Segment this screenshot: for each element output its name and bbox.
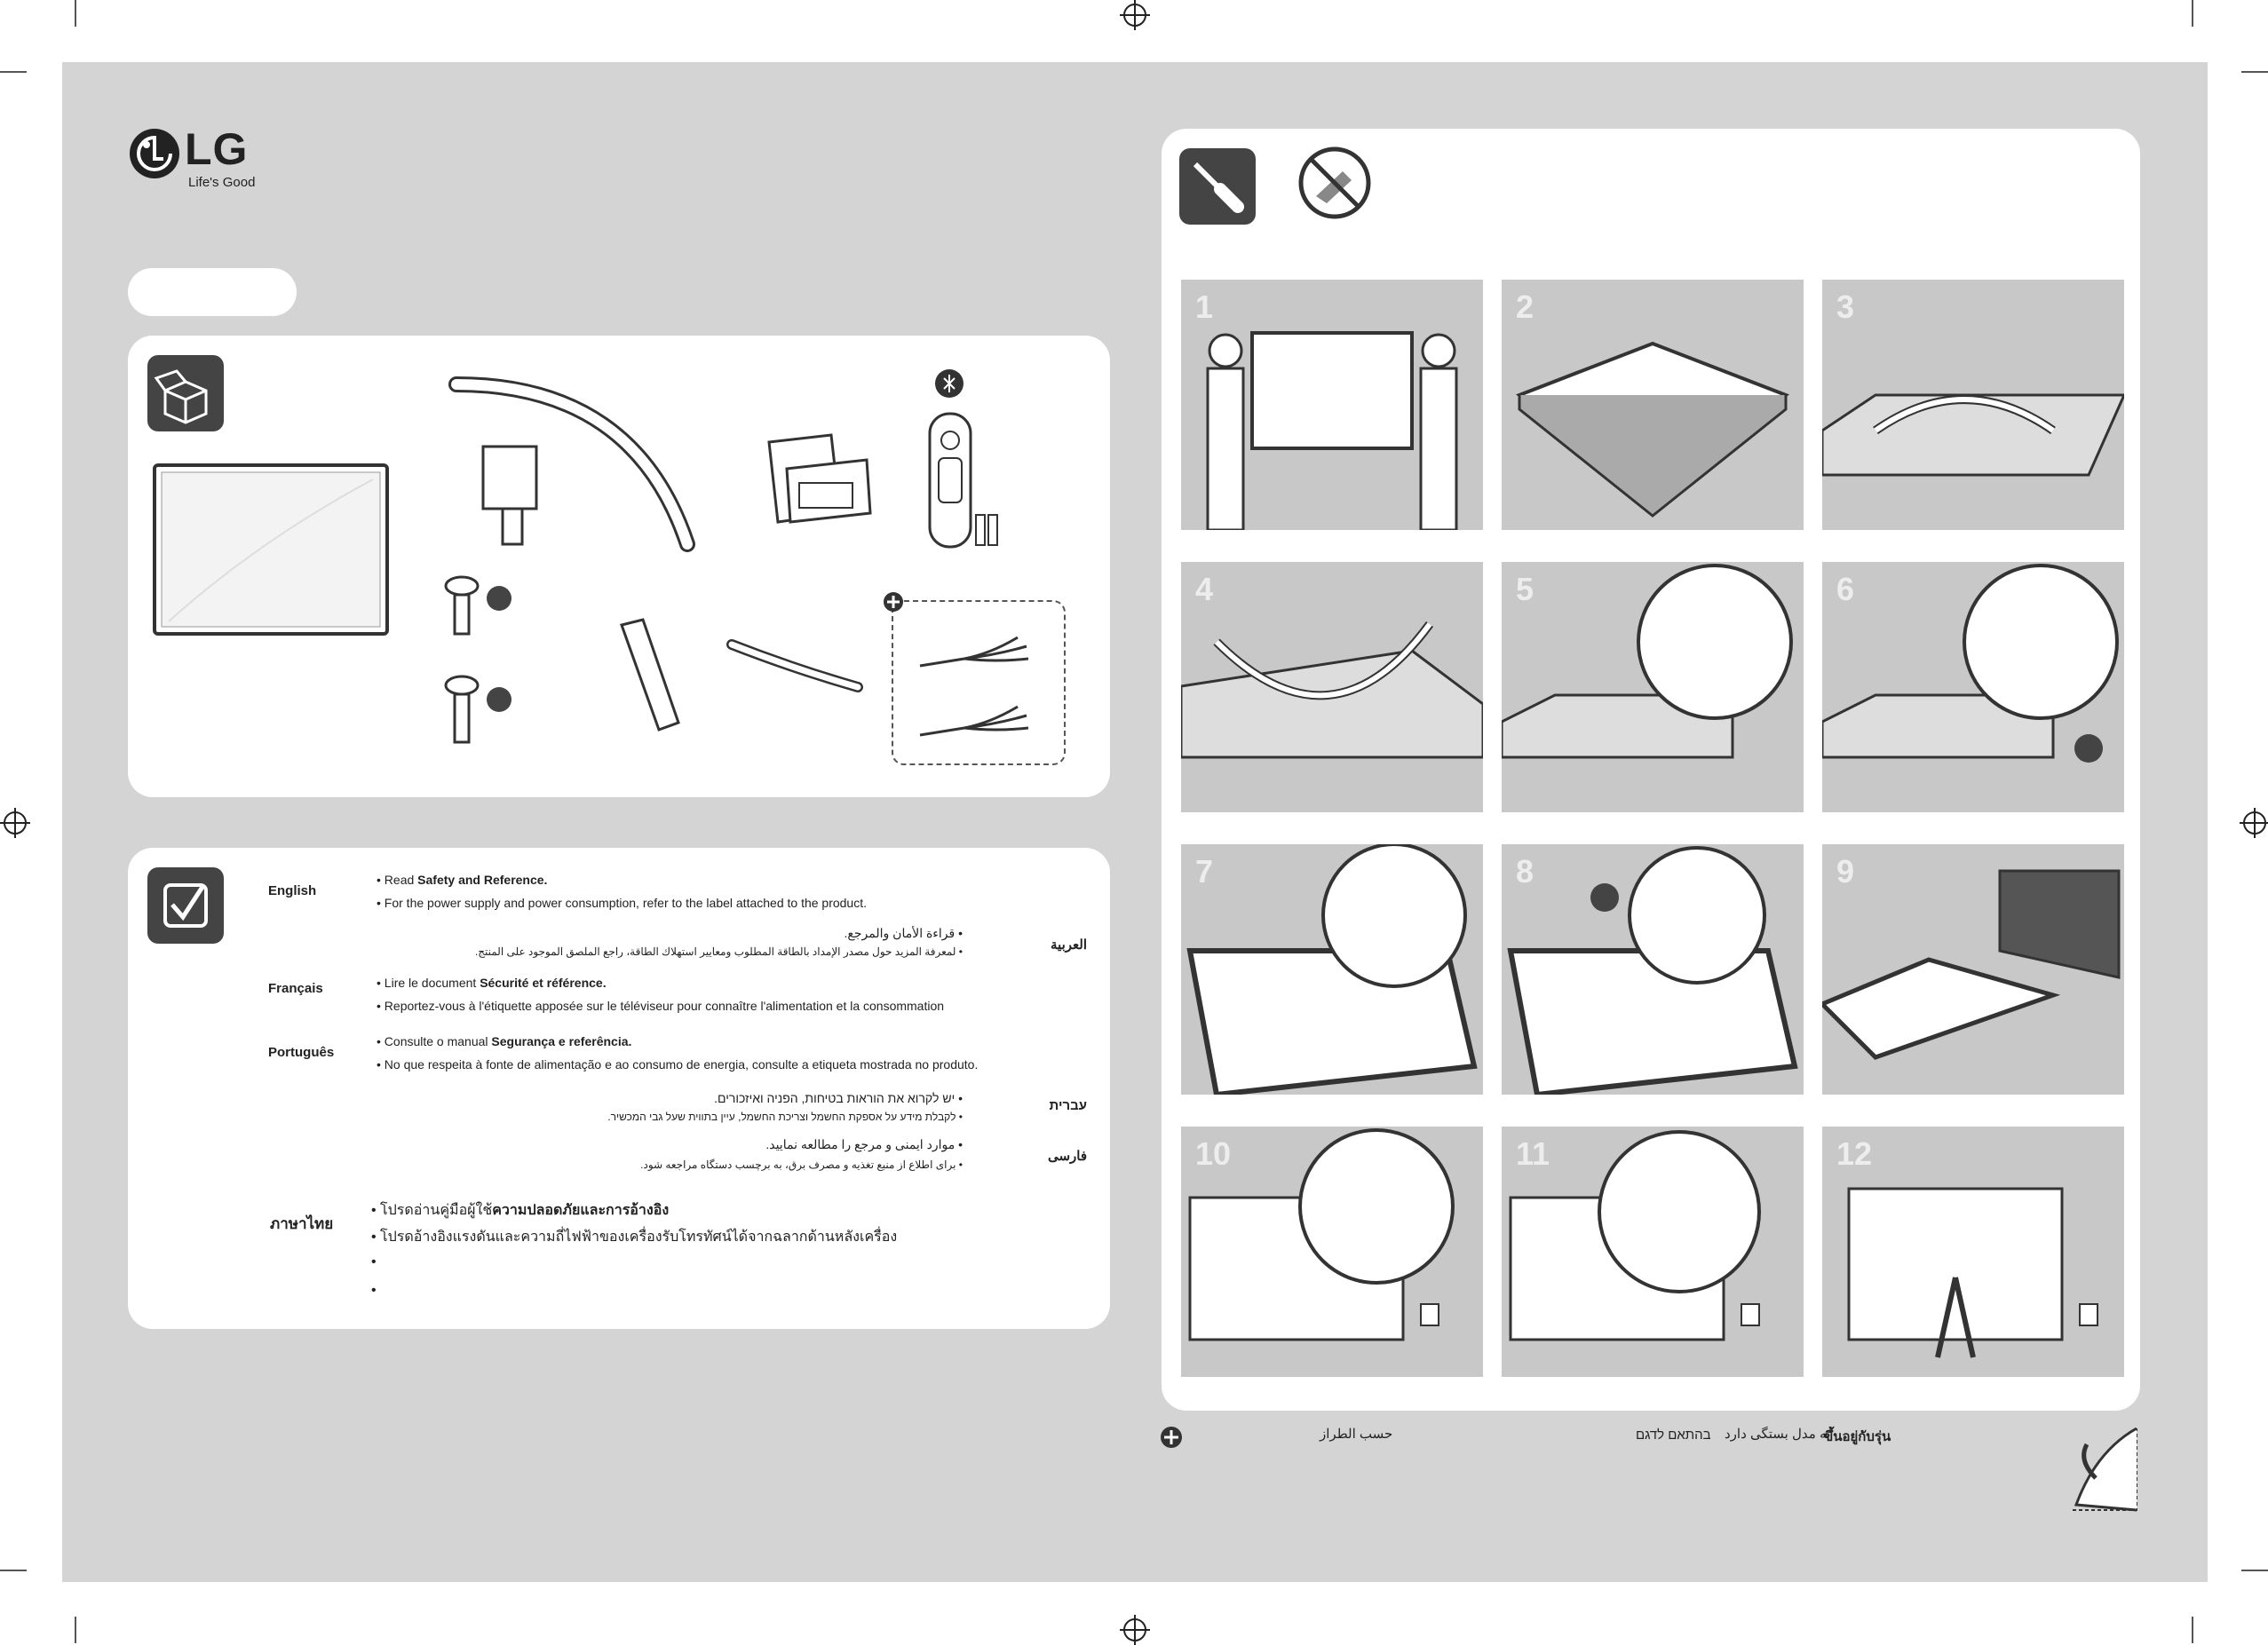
cable-tie-illustration: [725, 634, 867, 705]
optional-cables-box: [892, 600, 1066, 765]
box-icon: [147, 355, 224, 431]
step-12: 12: [1822, 1127, 2124, 1377]
step-5: 5: [1502, 562, 1804, 812]
requirements-panel: [128, 848, 1110, 1329]
manuals-illustration: [760, 433, 876, 531]
crop-mark: [0, 71, 27, 73]
plus-icon: [883, 591, 904, 613]
brand-name: LG: [185, 124, 249, 174]
step-1: 1: [1181, 280, 1483, 530]
lang-label-portuguese: Português: [268, 1045, 335, 1060]
plus-icon: [1160, 1426, 1183, 1449]
lang-label-thai: ภาษาไทย: [270, 1215, 334, 1232]
checklist-icon: [147, 867, 224, 944]
lang-label-arabic: العربية: [1051, 937, 1087, 953]
screwdriver-icon: [1179, 148, 1256, 225]
lg-face-icon: [128, 127, 181, 180]
crop-mark: [75, 0, 76, 27]
req-farsi-line-2: • برای اطلاع از منبع تغذیه و مصرف برق، به برچسب دستگاه مراجعه شود.: [640, 1159, 963, 1171]
brand-tagline: Life's Good: [188, 175, 256, 190]
step-9: 9: [1822, 844, 2124, 1095]
tv-illustration: [151, 462, 391, 639]
lang-label-french: Français: [268, 981, 323, 996]
lang-label-hebrew: עברית: [1049, 1098, 1087, 1113]
req-thai-line-4: •: [371, 1283, 377, 1298]
registration-mark: [1123, 1618, 1146, 1641]
note-hebrew: בהתאם לדגם: [1636, 1428, 1711, 1443]
registration-mark: [1123, 4, 1146, 27]
crop-mark: [2192, 1617, 2193, 1643]
registration-mark: [4, 811, 27, 834]
step-11: 11: [1502, 1127, 1804, 1377]
crop-mark: [2241, 71, 2268, 73]
req-thai-line-1: • โปรดอ่านคู่มือผู้ใช้ความปลอดภัยและการอ้างอิง: [371, 1203, 670, 1218]
step-3: 3: [1822, 280, 2124, 530]
step-10: 10: [1181, 1127, 1483, 1377]
req-portuguese-line-2: • No que respeita à fonte de alimentação e ao consumo de energia, consulte a etiqueta mostrada no produto.: [377, 1057, 979, 1072]
crop-mark: [0, 1570, 27, 1571]
req-thai-line-2: • โปรดอ้างอิงแรงดันและความถี่ไฟฟ้าของเครื่องรับโทรทัศน์ได้จากฉลากด้านหลังเครื่อง: [371, 1230, 898, 1245]
screw-a-illustration: [439, 575, 527, 637]
assembly-panel: [1162, 129, 2140, 1411]
no-power-tool-icon: [1297, 145, 1373, 221]
cable-holder-illustration: [616, 618, 687, 733]
note-thai: ขึ้นอยู่กับรุ่น: [1824, 1429, 1891, 1444]
lg-logo: [128, 124, 256, 190]
lang-label-english: English: [268, 883, 317, 898]
req-french-line-1: • Lire le document Sécurité et référence.: [377, 976, 607, 990]
step-6: 6: [1822, 562, 2124, 812]
page-turn-icon: [2069, 1425, 2140, 1514]
req-portuguese-line-1: • Consulte o manual Segurança e referência.: [377, 1034, 632, 1048]
screw-b-illustration: [439, 675, 527, 746]
stand-illustration: [448, 376, 714, 553]
model-label-pill: [128, 268, 297, 316]
req-thai-line-3: •: [371, 1254, 377, 1269]
components-panel: [128, 336, 1110, 797]
step-2: 2: [1502, 280, 1804, 530]
req-farsi-line-1: • موارد ایمنی و مرجع را مطالعه نمایید.: [765, 1137, 963, 1151]
crop-mark: [75, 1617, 76, 1643]
step-7: 7: [1181, 844, 1483, 1095]
step-4: 4: [1181, 562, 1483, 812]
req-french-line-2: • Reportez-vous à l'étiquette apposée sur le téléviseur pour connaître l'alimentation et la consommation: [377, 999, 945, 1013]
req-english-line-1: • Read Safety and Reference.: [377, 873, 548, 887]
crop-mark: [2241, 1570, 2268, 1571]
av-cable-illustration: [911, 620, 1053, 753]
note-farsi: به مدل بستگی دارد: [1725, 1427, 1831, 1442]
req-arabic-line-1: • قراءة الأمان والمرجع.: [844, 926, 963, 940]
lang-label-farsi: فارسی: [1047, 1149, 1087, 1164]
remote-illustration: [914, 369, 1003, 556]
step-8: 8: [1502, 844, 1804, 1095]
crop-mark: [2192, 0, 2193, 27]
note-arabic: حسب الطراز: [1320, 1427, 1393, 1442]
req-arabic-line-2: • لمعرفة المزيد حول مصدر الإمداد بالطاقة المطلوب ومعايير استهلاك الطاقة، راجع الملصق الموجود على المنتج.: [474, 945, 963, 958]
req-hebrew-line-2: • לקבלת מידע על אספקת החשמל וצריכת החשמל, עיין בתווית שעל גבי המכשיר.: [607, 1111, 963, 1123]
req-hebrew-line-1: • יש לקרוא את הוראות בטיחות, הפניה ואיזכורים.: [714, 1091, 963, 1105]
req-english-line-2: • For the power supply and power consumption, refer to the label attached to the product.: [377, 896, 868, 910]
registration-mark: [2243, 811, 2266, 834]
